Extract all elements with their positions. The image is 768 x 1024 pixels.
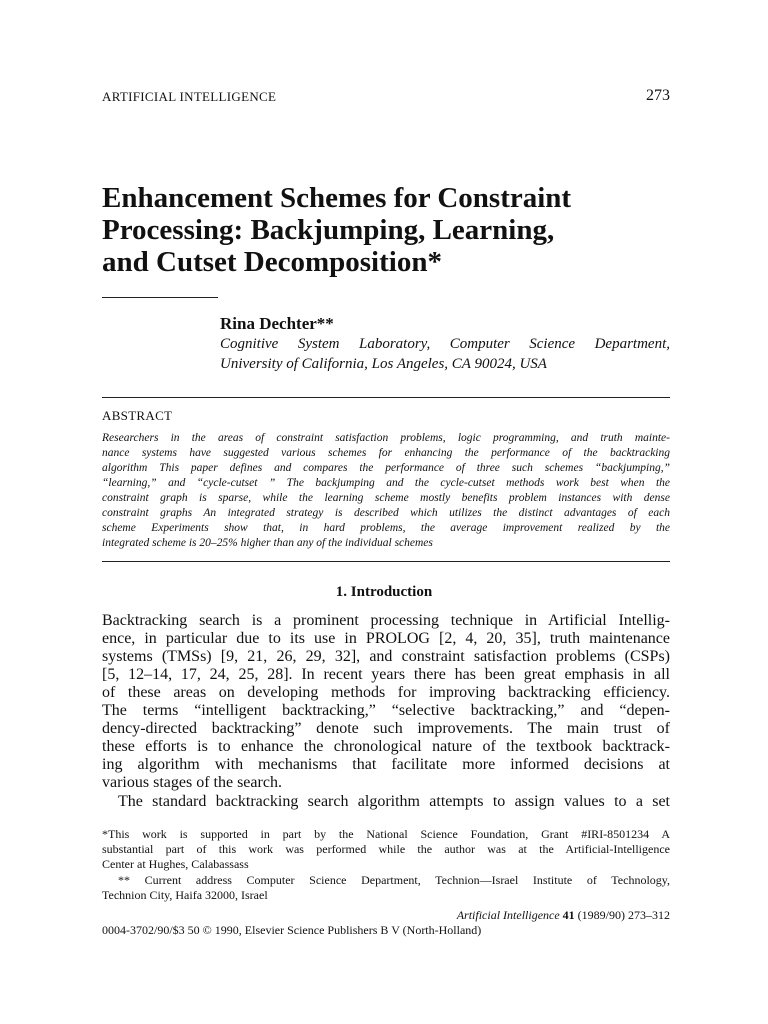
footnote-line: Technion City, Haifa 32000, Israel	[102, 888, 268, 902]
body-line: The terms “intelligent backtracking,” “selective backtracking,” and “depen-	[102, 702, 670, 719]
author-name: Rina Dechter**	[220, 314, 334, 333]
body-line: ing algorithm with mechanisms that facilitate more informed decisions at	[102, 756, 670, 773]
body-line: Backtracking search is a prominent processing technique in Artificial Intellig-	[102, 612, 670, 629]
body-line: these efforts is to enhance the chronological nature of the textbook backtrack-	[102, 738, 670, 755]
body-line: systems (TMSs) [9, 21, 26, 29, 32], and constraint satisfaction problems (CSPs)	[102, 648, 670, 665]
citation-volume: 41	[562, 908, 575, 922]
body-line: dency-directed backtracking” denote such improvements. The main trust of	[102, 720, 670, 737]
title-line: and Cutset Decomposition*	[102, 246, 442, 278]
abstract-bottom-rule	[102, 561, 670, 562]
abstract-label: ABSTRACT	[102, 408, 173, 423]
body-line: The standard backtracking search algorithm attempts to assign values to a set	[118, 793, 670, 810]
body-line: [5, 12–14, 17, 24, 25, 28]. In recent years there has been great emphasis in all	[102, 666, 670, 683]
abstract-line: “learning,” and “cycle-cutset ” The backjumping and the cycle-cutset methods work best when the	[102, 477, 670, 489]
abstract-line: scheme Experiments show that, in hard problems, the average improvement realized by the	[102, 522, 670, 534]
footnote-line: ** Current address Computer Science Department, Technion—Israel Institute of Technology,	[118, 873, 670, 887]
section-heading: 1. Introduction	[335, 584, 433, 600]
abstract-line: constraint graph is sparse, while the learning scheme mostly benefits problem instances with dense	[102, 492, 670, 504]
abstract-line: algorithm This paper defines and compares the performance of three such schemes “backjumping,”	[102, 462, 670, 474]
author-affiliation: University of California, Los Angeles, CA 90024, USA	[220, 356, 547, 372]
abstract-top-rule	[102, 397, 670, 398]
footnote-line: substantial part of this work was performed while the author was at the Artificial-Intelligence	[102, 842, 670, 856]
body-line: various stages of the search.	[102, 774, 282, 791]
title-divider	[102, 297, 218, 298]
citation-journal: Artificial Intelligence	[456, 908, 560, 922]
citation-pages: (1989/90) 273–312	[577, 908, 670, 922]
abstract-line: integrated scheme is 20–25% higher than any of the individual schemes	[102, 537, 433, 549]
copyright-line: 0004-3702/90/$3 50 © 1990, Elsevier Science Publishers B V (North-Holland)	[102, 923, 482, 937]
paper-title	[102, 182, 682, 278]
footnote-line: *This work is supported in part by the National Science Foundation, Grant #IRI-8501234 A	[102, 827, 670, 841]
page-number: 273	[646, 87, 670, 104]
title-line: Processing: Backjumping, Learning,	[102, 214, 555, 246]
body-line: of these areas on developing methods for improving backtracking efficiency.	[102, 684, 670, 701]
abstract-line: nance systems have suggested various schemes for enhancing the performance of the backtracking	[102, 447, 670, 459]
body-line: ence, in particular due to its use in PROLOG [2, 4, 20, 35], truth maintenance	[102, 630, 670, 647]
footnote-line: Center at Hughes, Calabassass	[102, 857, 249, 871]
journal-header: ARTIFICIAL INTELLIGENCE	[102, 89, 277, 104]
abstract-line: Researchers in the areas of constraint satisfaction problems, logic programming, and truth mainte-	[102, 432, 670, 444]
title-line: Enhancement Schemes for Constraint	[102, 182, 572, 214]
author-affiliation: Cognitive System Laboratory, Computer Science Department,	[220, 336, 670, 352]
abstract-line: constraint graphs An integrated strategy is described which utilizes the distinct advantages of each	[102, 507, 670, 519]
journal-citation	[102, 908, 670, 923]
